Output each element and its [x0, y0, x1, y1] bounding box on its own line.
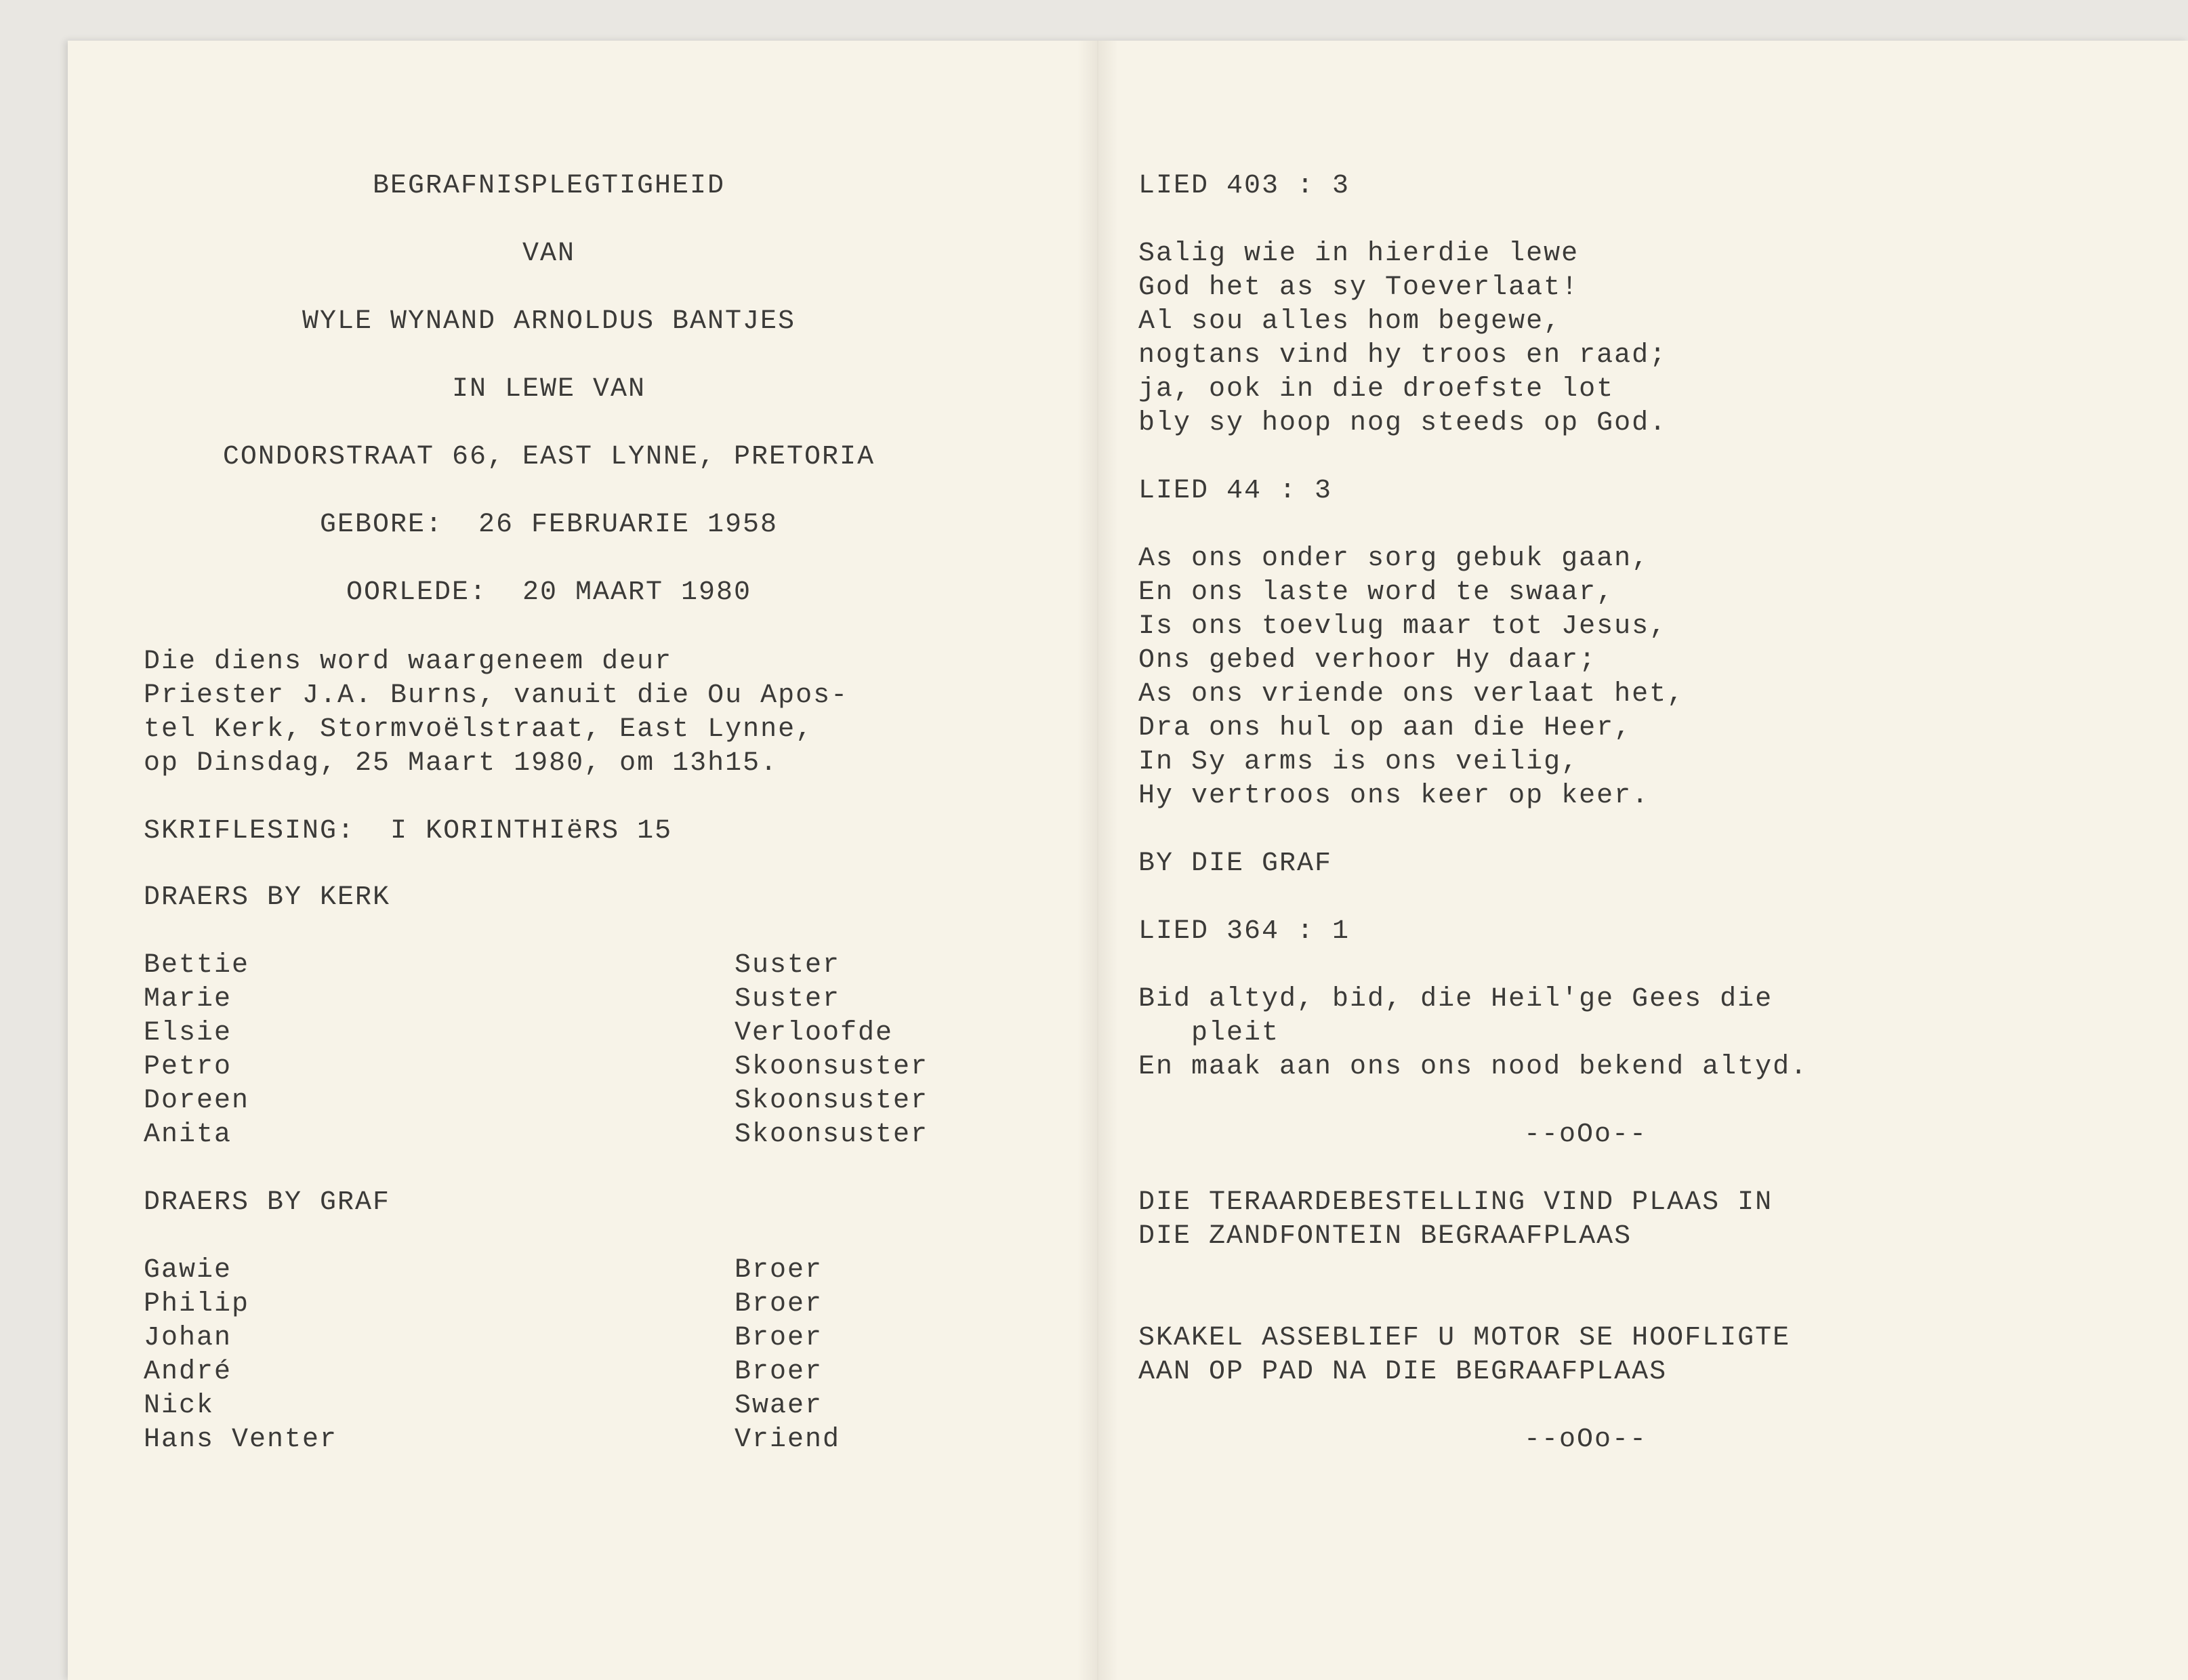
song-line: nogtans vind hy troos en raad;: [1138, 340, 1668, 371]
bearer-name: Johan: [144, 1323, 232, 1353]
song-line: As ons onder sorg gebuk gaan,: [1138, 544, 1650, 574]
separator: --oOo--: [1523, 1425, 1648, 1455]
bearer-name: Petro: [144, 1052, 232, 1082]
song-line: Ons gebed verhoor Hy daar;: [1138, 645, 1597, 676]
funeral-program-sheet: [68, 41, 2188, 1680]
bearer-relation: Suster: [735, 950, 841, 981]
song-line: En maak aan ons ons nood bekend altyd.: [1138, 1052, 1809, 1082]
service-line: op Dinsdag, 25 Maart 1980, om 13h15.: [144, 748, 779, 779]
song-heading: LIED 364 : 1: [1138, 916, 1350, 947]
bearer-relation: Broer: [735, 1255, 823, 1286]
burial-note-line: DIE ZANDFONTEIN BEGRAAFPLAAS: [1138, 1221, 1632, 1252]
death-date: OORLEDE: 20 MAART 1980: [346, 577, 752, 608]
bearer-name: Doreen: [144, 1086, 250, 1116]
bearer-name: Bettie: [144, 950, 250, 981]
song-line: Salig wie in hierdie lewe: [1138, 239, 1580, 269]
song-line: Al sou alles hom begewe,: [1138, 306, 1562, 337]
bearer-relation: Skoonsuster: [735, 1052, 929, 1082]
song-line: En ons laste word te swaar,: [1138, 577, 1615, 608]
bearer-relation: Broer: [735, 1357, 823, 1387]
headlights-note-line: SKAKEL ASSEBLIEF U MOTOR SE HOOFLIGTE: [1138, 1323, 1791, 1353]
song-line: Bid altyd, bid, die Heil'ge Gees die: [1138, 984, 1773, 1015]
bearer-relation: Suster: [735, 984, 841, 1015]
bearer-name: Gawie: [144, 1255, 232, 1286]
bearer-name: André: [144, 1357, 232, 1387]
bearer-name: Philip: [144, 1289, 250, 1319]
bearer-name: Nick: [144, 1391, 215, 1421]
bearer-relation: Vriend: [735, 1425, 841, 1455]
in-lewe-van-label: IN LEWE VAN: [451, 374, 646, 405]
address: CONDORSTRAAT 66, EAST LYNNE, PRETORIA: [222, 442, 875, 472]
scripture-reading: SKRIFLESING: I KORINTHIëRS 15: [144, 816, 673, 846]
bearer-name: Anita: [144, 1120, 232, 1150]
program-title: BEGRAFNISPLEGTIGHEID: [372, 171, 726, 201]
song-line: In Sy arms is ons veilig,: [1138, 747, 1580, 777]
bearer-relation: Verloofde: [735, 1018, 894, 1048]
song-line: Dra ons hul op aan die Heer,: [1138, 713, 1632, 743]
service-line: Priester J.A. Burns, vanuit die Ou Apos-: [144, 680, 849, 711]
bearer-name: Hans Venter: [144, 1425, 338, 1455]
bearer-relation: Broer: [735, 1289, 823, 1319]
song-line: Hy vertroos ons keer op keer.: [1138, 781, 1650, 811]
song-line: God het as sy Toeverlaat!: [1138, 272, 1580, 303]
service-line: tel Kerk, Stormvoëlstraat, East Lynne,: [144, 714, 814, 745]
bearers-grave-heading: DRAERS BY GRAF: [144, 1187, 391, 1218]
bearers-church-heading: DRAERS BY KERK: [144, 882, 391, 913]
song-line: pleit: [1138, 1018, 1280, 1048]
service-line: Die diens word waargeneem deur: [144, 647, 673, 677]
bearer-relation: Skoonsuster: [735, 1120, 929, 1150]
birth-date: GEBORE: 26 FEBRUARIE 1958: [319, 510, 779, 540]
bearer-relation: Skoonsuster: [735, 1086, 929, 1116]
burial-note-line: DIE TERAARDEBESTELLING VIND PLAAS IN: [1138, 1187, 1773, 1218]
paper-fold: [1077, 41, 1118, 1680]
song-heading: LIED 403 : 3: [1138, 171, 1350, 201]
song-line: bly sy hoop nog steeds op God.: [1138, 408, 1668, 438]
van-label: VAN: [522, 239, 575, 269]
at-grave-heading: BY DIE GRAF: [1138, 848, 1333, 879]
bearer-relation: Broer: [735, 1323, 823, 1353]
song-heading: LIED 44 : 3: [1138, 476, 1333, 506]
deceased-name: WYLE WYNAND ARNOLDUS BANTJES: [302, 306, 796, 337]
bearer-relation: Swaer: [735, 1391, 823, 1421]
bearer-name: Marie: [144, 984, 232, 1015]
song-line: Is ons toevlug maar tot Jesus,: [1138, 611, 1668, 642]
song-line: ja, ook in die droefste lot: [1138, 374, 1615, 405]
separator: --oOo--: [1523, 1120, 1648, 1150]
bearer-name: Elsie: [144, 1018, 232, 1048]
song-line: As ons vriende ons verlaat het,: [1138, 679, 1685, 710]
headlights-note-line: AAN OP PAD NA DIE BEGRAAFPLAAS: [1138, 1357, 1668, 1387]
